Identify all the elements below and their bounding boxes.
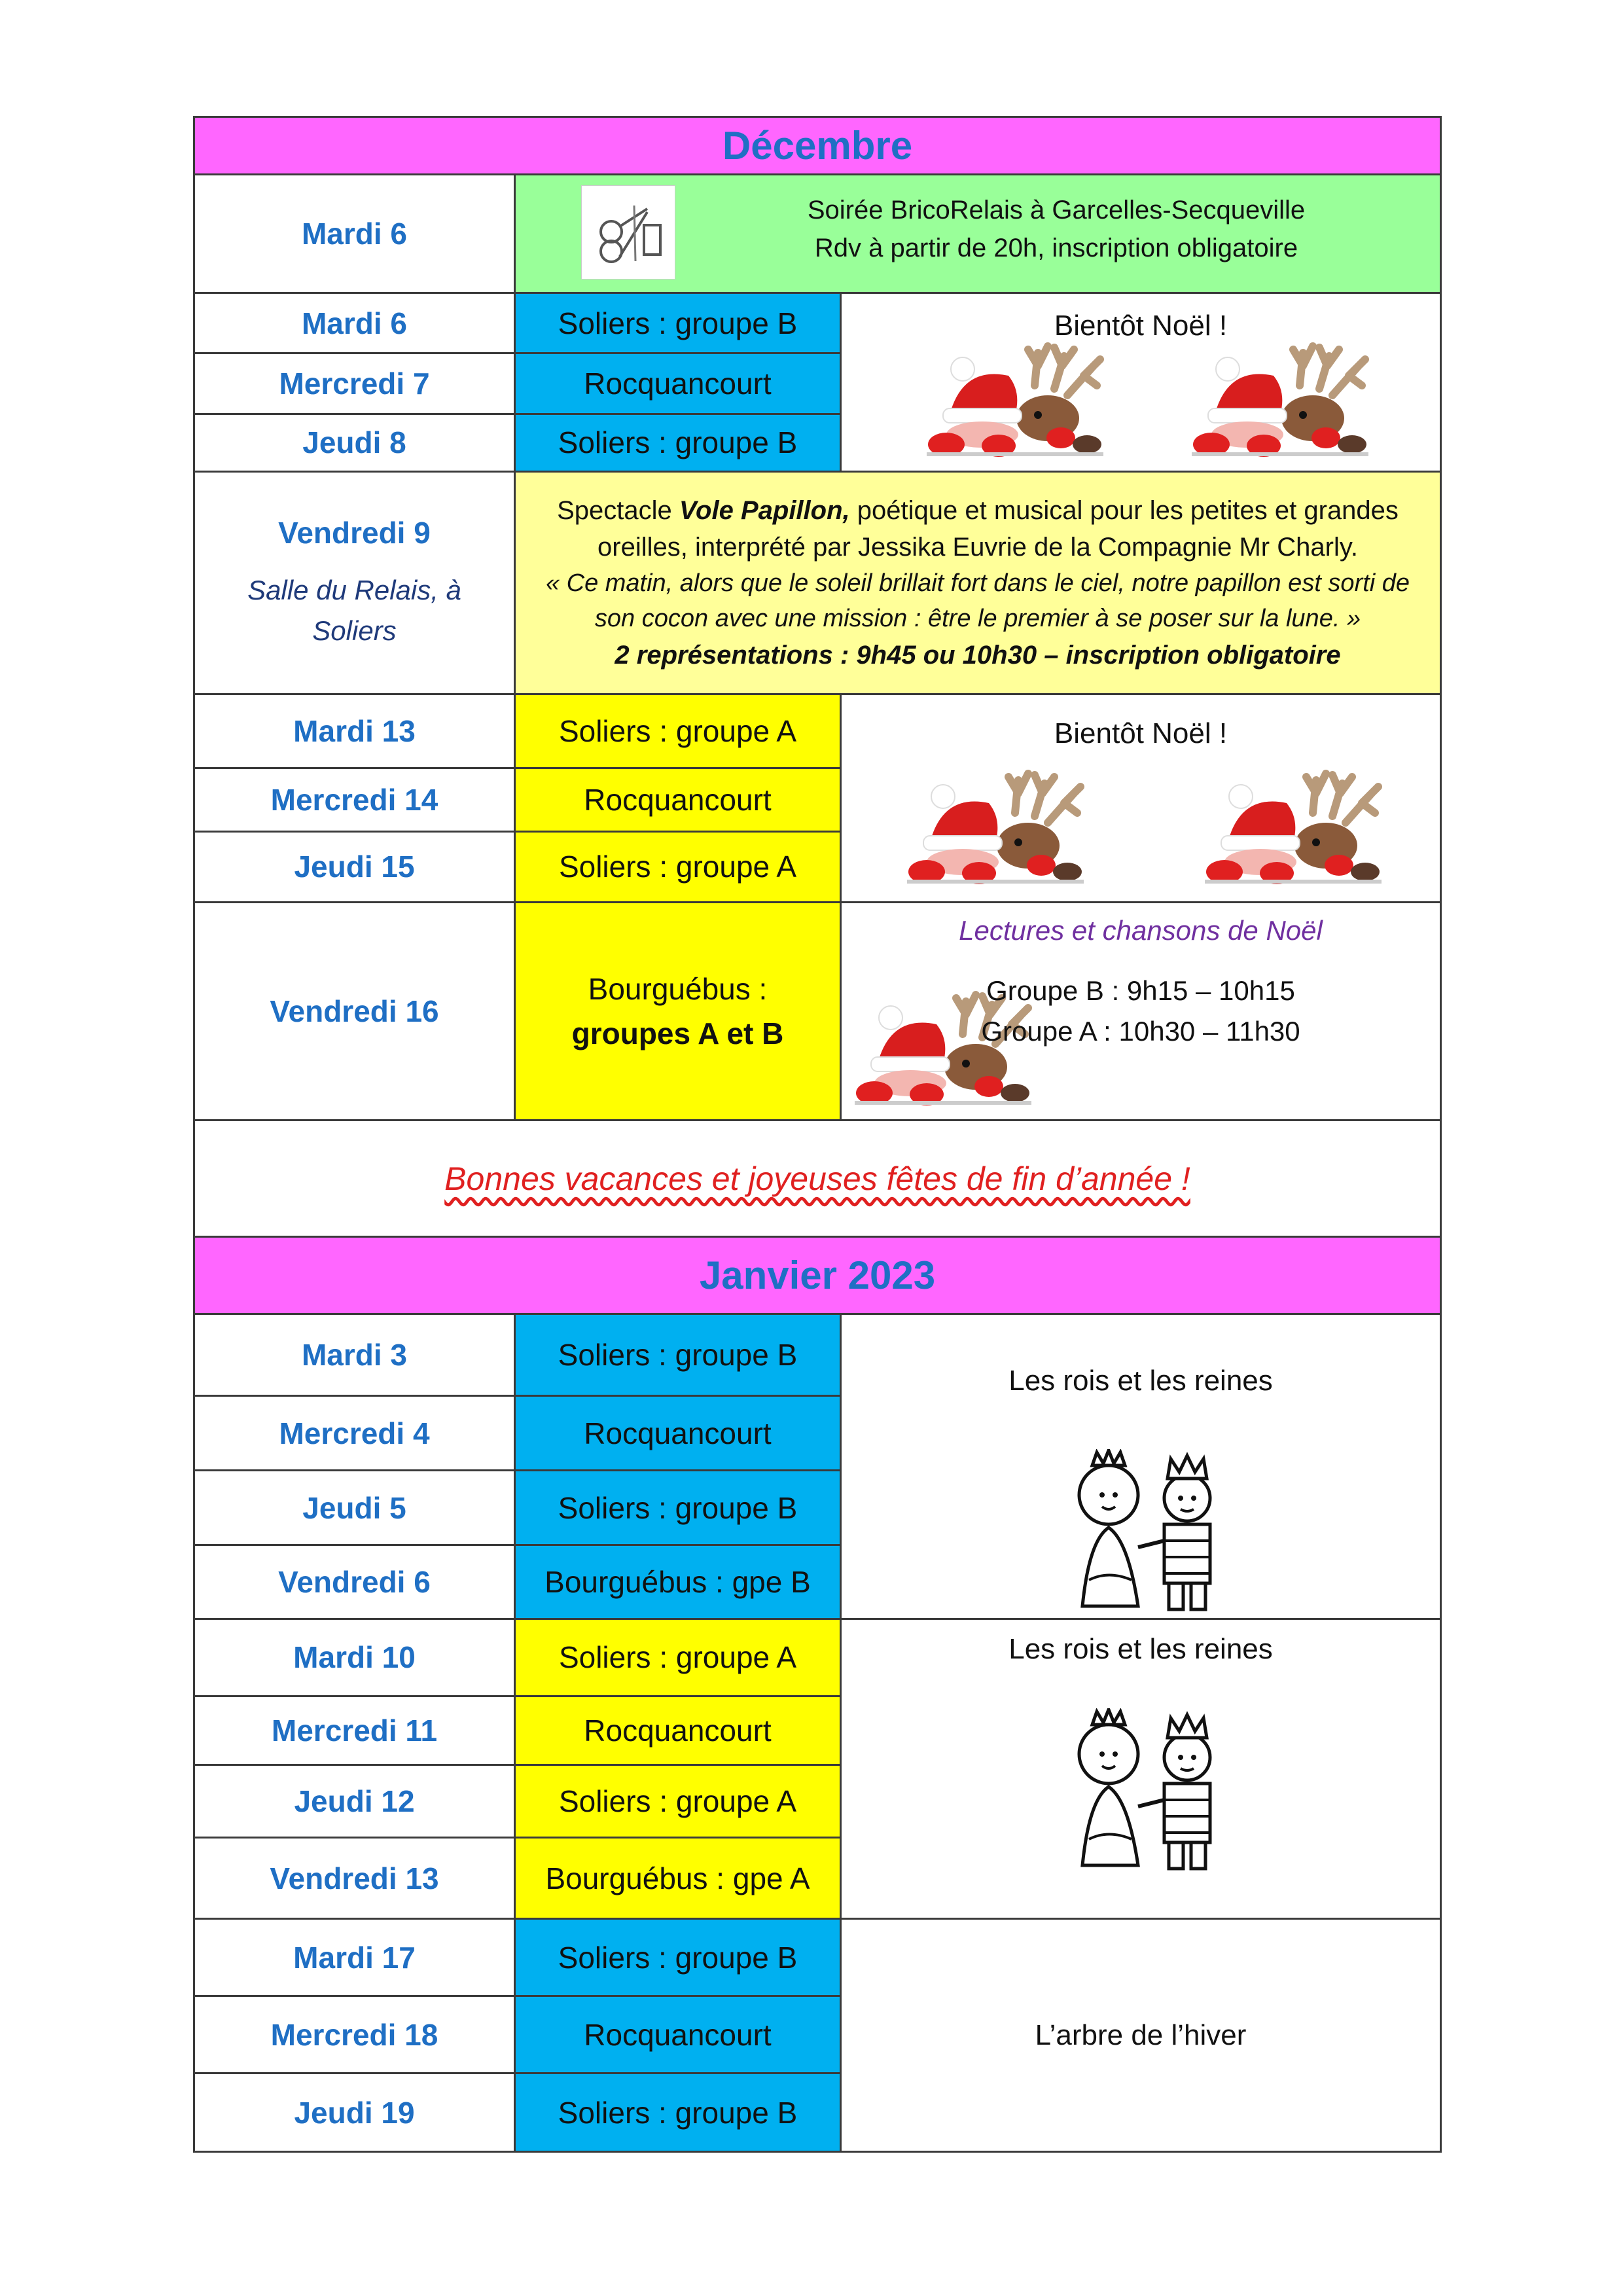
santa-reindeer-icon	[923, 340, 1107, 461]
location-cell	[515, 903, 841, 1121]
santa-reindeer-icon	[904, 767, 1087, 888]
spectacle-reps: 2 représentations : 9h45 ou 10h30 – inscription obligatoire	[615, 640, 1341, 670]
day-cell: Vendredi 6	[194, 1545, 515, 1619]
location-cell: Soliers : groupe A	[515, 831, 841, 902]
location-line1: Bourguébus :	[588, 972, 768, 1006]
day-cell: Mardi 10	[194, 1619, 515, 1696]
location-cell: Soliers : groupe B	[515, 1919, 841, 1996]
day-cell: Mercredi 11	[194, 1696, 515, 1765]
spectacle-prefix: Spectacle	[557, 495, 679, 525]
day-cell: Jeudi 12	[194, 1765, 515, 1838]
theme-cell	[841, 694, 1441, 903]
theme-cell	[841, 293, 1441, 472]
king-queen-icon	[1043, 1449, 1240, 1613]
day-cell: Mardi 13	[194, 694, 515, 768]
spectacle-cell	[515, 472, 1441, 694]
day-cell: Mardi 6	[194, 175, 515, 293]
farewell-message: Bonnes vacances et joyeuses fêtes de fin d’année !	[444, 1160, 1190, 1197]
santa-reindeer-icon	[1188, 340, 1372, 461]
king-queen-icon	[1043, 1708, 1240, 1872]
location-cell: Rocquancourt	[515, 353, 841, 414]
day-cell: Mercredi 14	[194, 768, 515, 832]
month-header-janvier: Janvier 2023	[194, 1237, 1441, 1314]
lectures-group-a: Groupe A : 10h30 – 11h30	[981, 1016, 1300, 1047]
sewing-tools-icon	[581, 185, 675, 279]
spectacle-quote: « Ce matin, alors que le soleil brillait fort dans le ciel, notre papillon est sorti de son cocon avec une mission : être le premier à se poser sur la lune. »	[545, 569, 1410, 632]
spectacle-desc: poétique et musical pour les petites et grandes oreilles, interprété par Jessika Euvrie de la Compagnie Mr Charly.	[597, 495, 1399, 562]
theme-title: Bientôt Noël !	[1054, 717, 1228, 749]
theme-title: Les rois et les reines	[1008, 1633, 1273, 1665]
location-cell: Bourguébus : gpe B	[515, 1545, 841, 1619]
day-cell: Mercredi 7	[194, 353, 515, 414]
day-cell: Jeudi 8	[194, 414, 515, 471]
month-header-decembre: Décembre	[194, 117, 1441, 175]
location-cell: Soliers : groupe A	[515, 1765, 841, 1838]
day-cell: Vendredi 16	[194, 903, 515, 1121]
bricorelais-line1: Soirée BricoRelais à Garcelles-Secqueville	[807, 196, 1306, 224]
bricorelais-cell	[515, 175, 1441, 293]
santa-reindeer-icon	[1202, 767, 1385, 888]
bricorelais-line2: Rdv à partir de 20h, inscription obligatoire	[814, 234, 1298, 262]
location-cell: Rocquancourt	[515, 1996, 841, 2073]
theme-title: Bientôt Noël !	[1054, 310, 1228, 342]
location-cell: Soliers : groupe A	[515, 1619, 841, 1696]
location-cell: Bourguébus : gpe A	[515, 1838, 841, 1919]
lectures-title: Lectures et chansons de Noël	[959, 915, 1323, 946]
location-cell: Rocquancourt	[515, 1696, 841, 1765]
location-cell: Soliers : groupe B	[515, 1314, 841, 1396]
day-cell: Jeudi 15	[194, 831, 515, 902]
day-cell: Mardi 17	[194, 1919, 515, 1996]
day-cell: Mardi 6	[194, 293, 515, 353]
day-cell: Mercredi 18	[194, 1996, 515, 2073]
location-line2: groupes A et B	[571, 1016, 784, 1050]
location-cell: Rocquancourt	[515, 768, 841, 832]
theme-cell: L’arbre de l’hiver	[841, 1919, 1441, 2152]
lectures-group-b: Groupe B : 9h15 – 10h15	[986, 975, 1295, 1006]
day-label: Vendredi 9	[278, 515, 431, 550]
location-cell: Soliers : groupe B	[515, 414, 841, 471]
spectacle-place: Salle du Relais, à Soliers	[247, 574, 461, 646]
location-cell: Soliers : groupe B	[515, 293, 841, 353]
lectures-cell	[841, 903, 1441, 1121]
day-cell: Mercredi 4	[194, 1396, 515, 1471]
location-cell: Soliers : groupe B	[515, 2073, 841, 2152]
spectacle-day-cell	[194, 472, 515, 694]
theme-title: Les rois et les reines	[1008, 1365, 1273, 1397]
location-cell: Rocquancourt	[515, 1396, 841, 1471]
location-cell: Soliers : groupe B	[515, 1471, 841, 1545]
farewell-cell	[194, 1121, 1441, 1237]
day-cell: Jeudi 19	[194, 2073, 515, 2152]
location-cell: Soliers : groupe A	[515, 694, 841, 768]
day-cell: Vendredi 13	[194, 1838, 515, 1919]
theme-cell	[841, 1619, 1441, 1919]
schedule-table	[193, 116, 1442, 2153]
day-cell: Mardi 3	[194, 1314, 515, 1396]
theme-cell	[841, 1314, 1441, 1619]
spectacle-name: Vole Papillon,	[679, 495, 850, 525]
day-cell: Jeudi 5	[194, 1471, 515, 1545]
